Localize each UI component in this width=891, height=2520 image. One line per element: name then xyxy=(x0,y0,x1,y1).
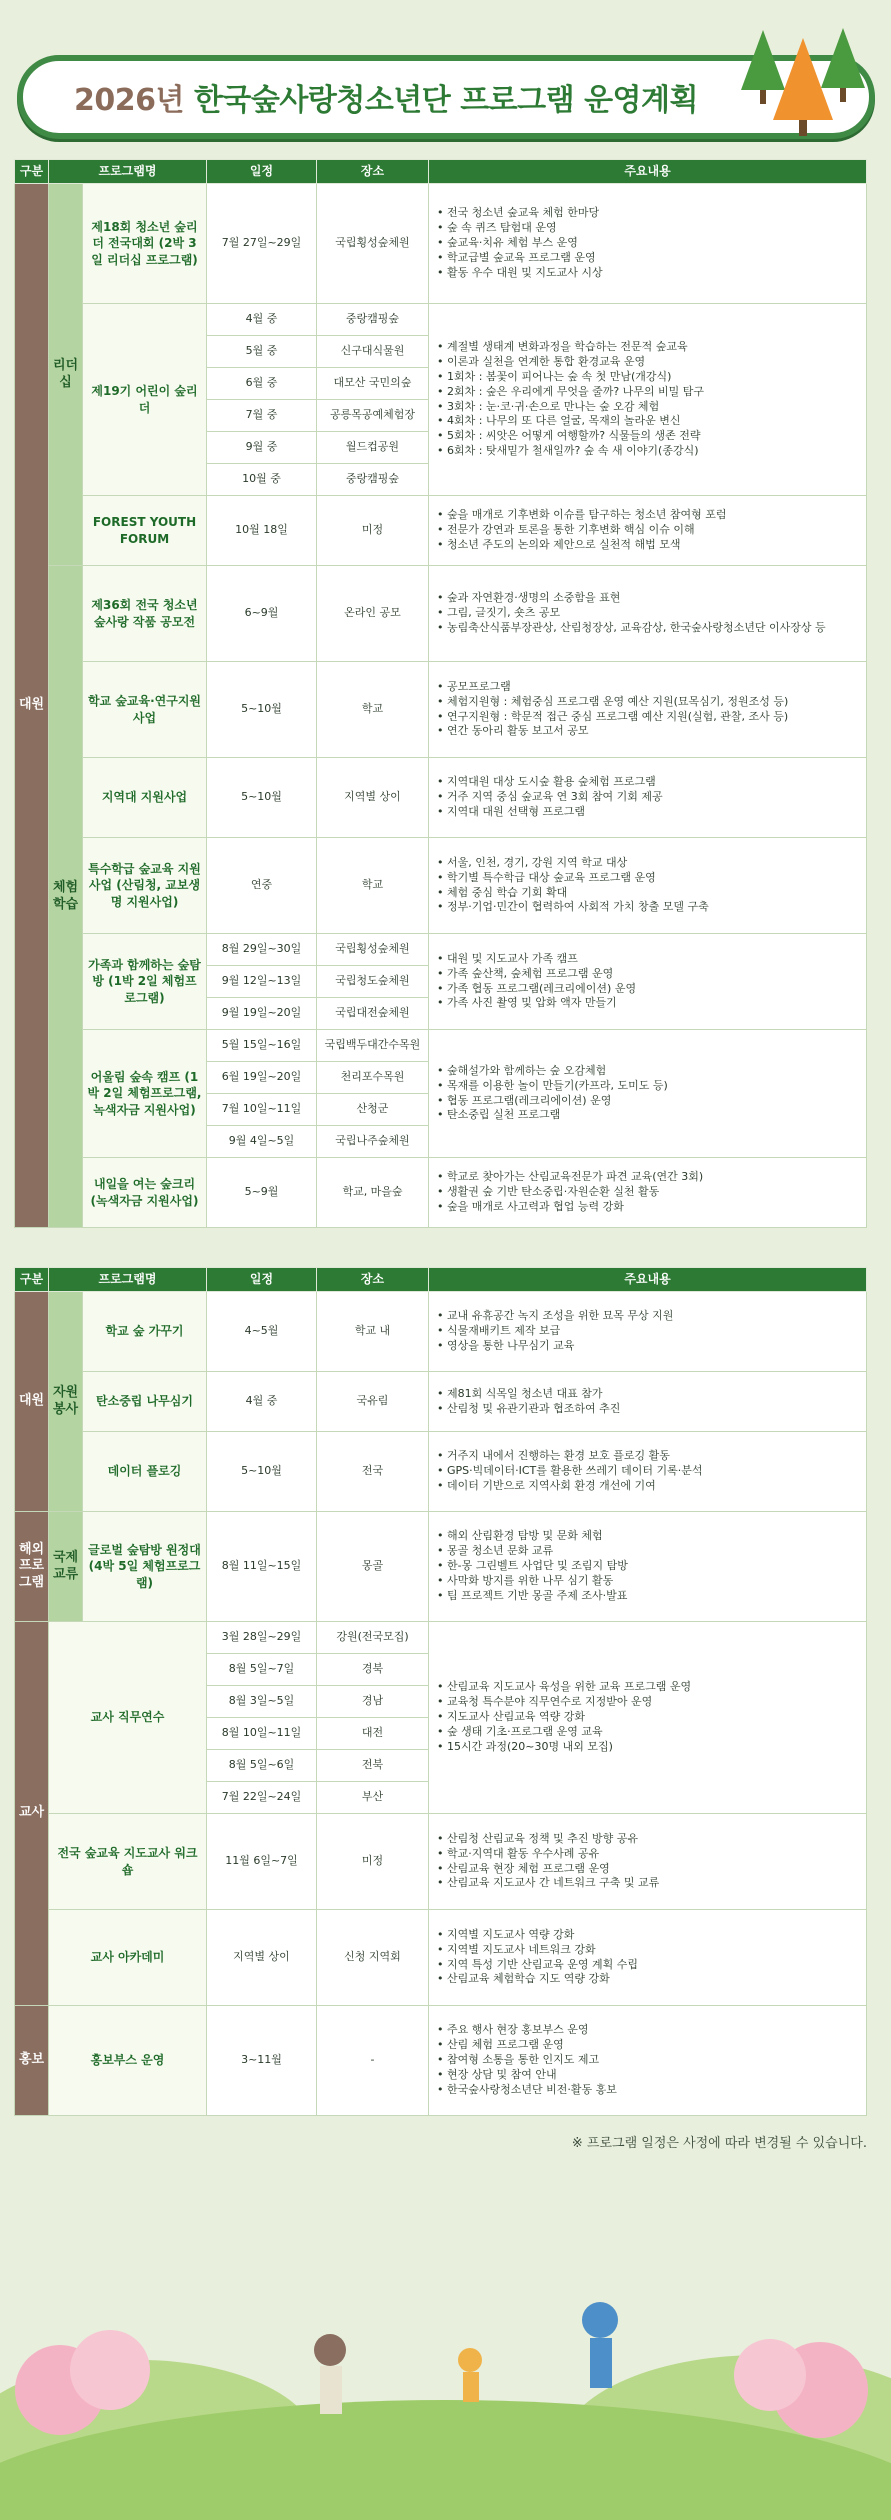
content-item: • 주요 행사 현장 홍보부스 운영 xyxy=(435,2023,860,2038)
content-item: • 숲과 자연환경·생명의 소중함을 표현 xyxy=(435,591,860,606)
schedule-date: 지역별 상이 xyxy=(207,1910,317,2006)
schedule-place: 전국 xyxy=(317,1432,429,1512)
schedule-date: 6월 19일~20일 xyxy=(207,1062,317,1094)
program-name: 교사 직무연수 xyxy=(49,1622,207,1814)
program-content xyxy=(429,184,867,304)
header-content: 주요내용 xyxy=(429,1268,867,1292)
table-row xyxy=(15,1030,867,1062)
content-item: • 거주 지역 중심 숲교육 연 3회 참여 기회 제공 xyxy=(435,790,860,805)
group-teacher: 교사 xyxy=(15,1622,49,2006)
table-row xyxy=(15,1622,867,1654)
content-item: • 활동 우수 대원 및 지도교사 시상 xyxy=(435,266,860,281)
content-item: • 참여형 소통을 통한 인지도 제고 xyxy=(435,2053,860,2068)
program-name: 제18회 청소년 숲리더 전국대회 (2박 3일 리더십 프로그램) xyxy=(83,184,207,304)
group-member: 대원 xyxy=(15,1292,49,1512)
content-item: • 가족 숲산책, 숲체험 프로그램 운영 xyxy=(435,967,860,982)
program-name: 어울림 숲속 캠프 (1박 2일 체험프로그램, 녹색자금 지원사업) xyxy=(83,1030,207,1158)
content-item: • 산림 체험 프로그램 운영 xyxy=(435,2038,860,2053)
content-item: • 산림교육 지도교사 간 네트워크 구축 및 교류 xyxy=(435,1876,860,1891)
program-content xyxy=(429,838,867,934)
content-item: • 팀 프로젝트 기반 몽골 주제 조사·발표 xyxy=(435,1589,860,1604)
program-name: 내일을 여는 숲크리 (녹색자금 지원사업) xyxy=(83,1158,207,1228)
content-item: • 계절별 생태계 변화과정을 학습하는 전문적 숲교육 xyxy=(435,340,860,355)
content-item: • 거주지 내에서 진행하는 환경 보호 플로깅 활동 xyxy=(435,1449,860,1464)
group-leadership: 리더십 xyxy=(49,184,83,566)
table-row xyxy=(15,304,867,336)
content-item: • 해외 산림환경 탐방 및 문화 체험 xyxy=(435,1529,860,1544)
content-item: • 5회차 : 씨앗은 어떻게 여행할까? 식물들의 생존 전략 xyxy=(435,429,860,444)
content-item: • 목재를 이용한 놀이 만들기(카프라, 도미도 등) xyxy=(435,1079,860,1094)
schedule-place: 신구대식물원 xyxy=(317,336,429,368)
program-content xyxy=(429,1030,867,1158)
group-pr: 홍보 xyxy=(15,2006,49,2116)
table-row xyxy=(15,496,867,566)
schedule-date: 8월 11일~15일 xyxy=(207,1512,317,1622)
schedule-place: 국립나주숲체원 xyxy=(317,1126,429,1158)
schedule-place: 국립대전숲체원 xyxy=(317,998,429,1030)
content-item: • 숲해설가와 함께하는 숲 오감체험 xyxy=(435,1064,860,1079)
schedule-place: 국립횡성숲체원 xyxy=(317,184,429,304)
schedule-place: 국유림 xyxy=(317,1372,429,1432)
content-item: • 한국숲사랑청소년단 비전·활동 홍보 xyxy=(435,2083,860,2098)
schedule-table-1 xyxy=(14,159,867,1228)
program-name: 홍보부스 운영 xyxy=(49,2006,207,2116)
program-name: 탄소중립 나무심기 xyxy=(83,1372,207,1432)
content-item: • 산림교육 지도교사 육성을 위한 교육 프로그램 운영 xyxy=(435,1680,860,1695)
schedule-table-2 xyxy=(14,1267,867,2116)
schedule-date: 5~10월 xyxy=(207,662,317,758)
program-name: 학교 숲 가꾸기 xyxy=(83,1292,207,1372)
content-item: • 산림청 및 유관기관과 협조하여 추진 xyxy=(435,1402,860,1417)
schedule-date: 7월 10일~11일 xyxy=(207,1094,317,1126)
content-item: • 학기별 특수학급 대상 숲교육 프로그램 운영 xyxy=(435,871,860,886)
schedule-place: 중랑캠핑숲 xyxy=(317,304,429,336)
content-item: • 현장 상담 및 참여 안내 xyxy=(435,2068,860,2083)
table-row xyxy=(15,184,867,304)
content-item: • 숲 속 퀴즈 탐험대 운영 xyxy=(435,221,860,236)
schedule-place: 중랑캠핑숲 xyxy=(317,464,429,496)
schedule-place: 대모산 국민의숲 xyxy=(317,368,429,400)
program-content xyxy=(429,1432,867,1512)
program-name: 지역대 지원사업 xyxy=(83,758,207,838)
content-item: • 지역대원 대상 도시숲 활용 숲체험 프로그램 xyxy=(435,775,860,790)
schedule-place: 몽골 xyxy=(317,1512,429,1622)
schedule-date: 8월 29일~30일 xyxy=(207,934,317,966)
schedule-place: 경남 xyxy=(317,1686,429,1718)
schedule-date: 8월 10일~11일 xyxy=(207,1718,317,1750)
group-member: 대원 xyxy=(15,184,49,1228)
table-row xyxy=(15,1512,867,1622)
table-row xyxy=(15,1292,867,1372)
table-row xyxy=(15,1814,867,1910)
program-content xyxy=(429,1910,867,2006)
content-item: • 4회차 : 나무의 또 다른 얼굴, 목재의 놀라운 변신 xyxy=(435,414,860,429)
content-item: • 숲교육·치유 체험 부스 운영 xyxy=(435,236,860,251)
content-item: • 데이터 기반으로 지역사회 환경 개선에 기여 xyxy=(435,1479,860,1494)
table-row xyxy=(15,758,867,838)
content-item: • 가족 사진 촬영 및 압화 액자 만들기 xyxy=(435,996,860,1011)
program-content xyxy=(429,1814,867,1910)
content-item: • 공모프로그램 xyxy=(435,680,860,695)
table-row xyxy=(15,566,867,662)
program-name: 교사 아카데미 xyxy=(49,1910,207,2006)
schedule-date: 7월 27일~29일 xyxy=(207,184,317,304)
schedule-date: 5월 15일~16일 xyxy=(207,1030,317,1062)
header-program: 프로그램명 xyxy=(49,1268,207,1292)
schedule-date: 5~10월 xyxy=(207,758,317,838)
schedule-date: 8월 5일~7일 xyxy=(207,1654,317,1686)
content-item: • 연간 동아리 활동 보고서 공모 xyxy=(435,724,860,739)
content-item: • 서울, 인천, 경기, 강원 지역 학교 대상 xyxy=(435,856,860,871)
content-item: • 교내 유휴공간 녹지 조성을 위한 묘목 무상 지원 xyxy=(435,1309,860,1324)
schedule-place: 국립백두대간수목원 xyxy=(317,1030,429,1062)
group-volunteer: 자원봉사 xyxy=(49,1292,83,1512)
content-item: • 숲을 매개로 사고력과 협업 능력 강화 xyxy=(435,1200,860,1215)
content-item: • 한-몽 그린벨트 사업단 및 조림지 탐방 xyxy=(435,1559,860,1574)
content-item: • 숲 생태 기초·프로그램 운영 교육 xyxy=(435,1725,860,1740)
table-row xyxy=(15,838,867,934)
schedule-date: 10월 중 xyxy=(207,464,317,496)
header-date: 일정 xyxy=(207,160,317,184)
content-item: • 지역대 대원 선택형 프로그램 xyxy=(435,805,860,820)
program-name: 가족과 함께하는 숲탐방 (1박 2일 체험프로그램) xyxy=(83,934,207,1030)
schedule-place: 미정 xyxy=(317,496,429,566)
content-item: • 가족 협동 프로그램(레크리에이션) 운영 xyxy=(435,982,860,997)
footnote: ※ 프로그램 일정은 사정에 따라 변경될 수 있습니다. xyxy=(571,2136,867,2151)
schedule-place: 학교, 마을숲 xyxy=(317,1158,429,1228)
header-category: 구분 xyxy=(15,1268,49,1292)
program-name: 제36회 전국 청소년 숲사랑 작품 공모전 xyxy=(83,566,207,662)
content-item: • 지도교사 산림교육 역량 강화 xyxy=(435,1710,860,1725)
header-content: 주요내용 xyxy=(429,160,867,184)
program-name: 전국 숲교육 지도교사 워크숍 xyxy=(49,1814,207,1910)
content-item: • 청소년 주도의 논의와 제안으로 실천적 해법 모색 xyxy=(435,538,860,553)
schedule-place: 천리포수목원 xyxy=(317,1062,429,1094)
program-content xyxy=(429,566,867,662)
table-row xyxy=(15,1158,867,1228)
content-item: • 협동 프로그램(레크리에이션) 운영 xyxy=(435,1094,860,1109)
schedule-place: 월드컵공원 xyxy=(317,432,429,464)
table-row xyxy=(15,1432,867,1512)
forest-scene-illustration xyxy=(0,2200,891,2520)
header-program: 프로그램명 xyxy=(49,160,207,184)
program-name: FOREST YOUTH FORUM xyxy=(83,496,207,566)
content-item: • 대원 및 지도교사 가족 캠프 xyxy=(435,952,860,967)
program-content xyxy=(429,496,867,566)
schedule-date: 5~9월 xyxy=(207,1158,317,1228)
content-item: • 6회차 : 탓새밑가 철새일까? 숲 속 새 이야기(종강식) xyxy=(435,444,860,459)
content-item: • 탄소중립 실천 프로그램 xyxy=(435,1108,860,1123)
schedule-date: 3~11월 xyxy=(207,2006,317,2116)
content-item: • 학교·지역대 활동 우수사례 공유 xyxy=(435,1847,860,1862)
content-item: • 3회차 : 눈·코·귀·손으로 만나는 숲 오감 체험 xyxy=(435,400,860,415)
schedule-date: 8월 5일~6일 xyxy=(207,1750,317,1782)
content-item: • 교육청 특수분야 직무연수로 지정받아 운영 xyxy=(435,1695,860,1710)
schedule-date: 4월 중 xyxy=(207,1372,317,1432)
schedule-date: 연중 xyxy=(207,838,317,934)
schedule-place: 지역별 상이 xyxy=(317,758,429,838)
content-item: • 지역별 지도교사 네트워크 강화 xyxy=(435,1943,860,1958)
schedule-date: 7월 중 xyxy=(207,400,317,432)
schedule-place: 강원(전국모집) xyxy=(317,1622,429,1654)
schedule-date: 9월 19일~20일 xyxy=(207,998,317,1030)
schedule-date: 9월 12일~13일 xyxy=(207,966,317,998)
content-item: • 사막화 방지를 위한 나무 심기 활동 xyxy=(435,1574,860,1589)
program-content xyxy=(429,934,867,1030)
schedule-place: 대전 xyxy=(317,1718,429,1750)
schedule-place: 경북 xyxy=(317,1654,429,1686)
tree-icon xyxy=(733,20,873,140)
schedule-date: 3월 28일~29일 xyxy=(207,1622,317,1654)
content-item: • 산림청 산림교육 정책 및 추진 방향 공유 xyxy=(435,1832,860,1847)
header-place: 장소 xyxy=(317,1268,429,1292)
schedule-date: 6~9월 xyxy=(207,566,317,662)
content-item: • 15시간 과정(20~30명 내외 모집) xyxy=(435,1740,860,1755)
schedule-date: 9월 중 xyxy=(207,432,317,464)
schedule-place: 국립횡성숲체원 xyxy=(317,934,429,966)
content-item: • 제81회 식목일 청소년 대표 참가 xyxy=(435,1387,860,1402)
content-item: • GPS·빅데이터·ICT를 활용한 쓰레기 데이터 기록·분석 xyxy=(435,1464,860,1479)
program-name: 제19기 어린이 숲리더 xyxy=(83,304,207,496)
group-overseas: 해외프로그램 xyxy=(15,1512,49,1622)
schedule-date: 8월 3일~5일 xyxy=(207,1686,317,1718)
schedule-date: 5~10월 xyxy=(207,1432,317,1512)
content-item: • 영상을 통한 나무심기 교육 xyxy=(435,1339,860,1354)
content-item: • 체험지원형 : 체험중심 프로그램 운영 예산 지원(묘목심기, 정원조성 등) xyxy=(435,695,860,710)
program-name: 데이터 플로깅 xyxy=(83,1432,207,1512)
schedule-place: 부산 xyxy=(317,1782,429,1814)
program-content xyxy=(429,1158,867,1228)
content-item: • 생활권 숲 기반 탄소중립·자원순환 실천 활동 xyxy=(435,1185,860,1200)
schedule-place: 온라인 공모 xyxy=(317,566,429,662)
table-row xyxy=(15,662,867,758)
program-content xyxy=(429,2006,867,2116)
table-row xyxy=(15,1910,867,2006)
schedule-date: 9월 4일~5일 xyxy=(207,1126,317,1158)
content-item: • 숲을 매개로 기후변화 이슈를 탐구하는 청소년 참여형 포럼 xyxy=(435,508,860,523)
program-content xyxy=(429,758,867,838)
program-content xyxy=(429,1512,867,1622)
content-item: • 연구지원형 : 학문적 접근 중심 프로그램 예산 지원(실험, 관찰, 조사 등) xyxy=(435,710,860,725)
schedule-date: 6월 중 xyxy=(207,368,317,400)
schedule-date: 5월 중 xyxy=(207,336,317,368)
program-name: 글로벌 숲탐방 원정대 (4박 5일 체험프로그램) xyxy=(83,1512,207,1622)
group-exchange: 국제교류 xyxy=(49,1512,83,1622)
content-item: • 식물재배키트 제작 보급 xyxy=(435,1324,860,1339)
schedule-place: 신청 지역회 xyxy=(317,1910,429,2006)
content-item: • 1회차 : 봄꽃이 피어나는 숲 속 첫 만남(개강식) xyxy=(435,370,860,385)
program-name: 특수학급 숲교육 지원사업 (산림청, 교보생명 지원사업) xyxy=(83,838,207,934)
content-item: • 2회차 : 숲은 우리에게 무엇을 줄까? 나무의 비밀 탐구 xyxy=(435,385,860,400)
content-item: • 몽골 청소년 문화 교류 xyxy=(435,1544,860,1559)
schedule-place: 미정 xyxy=(317,1814,429,1910)
table-row xyxy=(15,1372,867,1432)
schedule-place: 전북 xyxy=(317,1750,429,1782)
content-item: • 이론과 실천을 연계한 통합 환경교육 운영 xyxy=(435,355,860,370)
header-place: 장소 xyxy=(317,160,429,184)
content-item: • 전문가 강연과 토론을 통한 기후변화 핵심 이슈 이해 xyxy=(435,523,860,538)
program-content xyxy=(429,304,867,496)
table-row xyxy=(15,2006,867,2116)
program-name: 학교 숲교육·연구지원 사업 xyxy=(83,662,207,758)
schedule-place: 학교 xyxy=(317,838,429,934)
header-date: 일정 xyxy=(207,1268,317,1292)
program-content xyxy=(429,1292,867,1372)
schedule-place: 학교 xyxy=(317,662,429,758)
schedule-place: 국립청도숲체원 xyxy=(317,966,429,998)
content-item: • 정부·기업·민간이 협력하여 사회적 가치 창출 모델 구축 xyxy=(435,900,860,915)
program-content xyxy=(429,1372,867,1432)
program-content xyxy=(429,1622,867,1814)
content-item: • 학교급별 숲교육 프로그램 운영 xyxy=(435,251,860,266)
schedule-date: 11월 6일~7일 xyxy=(207,1814,317,1910)
header-category: 구분 xyxy=(15,160,49,184)
group-experience: 체험학습 xyxy=(49,566,83,1228)
schedule-place: - xyxy=(317,2006,429,2116)
schedule-place: 공릉목공예체험장 xyxy=(317,400,429,432)
schedule-date: 10월 18일 xyxy=(207,496,317,566)
schedule-date: 7월 22일~24일 xyxy=(207,1782,317,1814)
content-item: • 체험 중심 학습 기회 확대 xyxy=(435,886,860,901)
content-item: • 학교로 찾아가는 산림교육전문가 파견 교육(연간 3회) xyxy=(435,1170,860,1185)
content-item: • 농림축산식품부장관상, 산림청장상, 교육감상, 한국숲사랑청소년단 이사장상 등 xyxy=(435,621,860,636)
schedule-place: 학교 내 xyxy=(317,1292,429,1372)
content-item: • 산림교육 체험학습 지도 역량 강화 xyxy=(435,1972,860,1987)
schedule-place: 산청군 xyxy=(317,1094,429,1126)
page-title: 2026년 한국숲사랑청소년단 프로그램 운영계획 xyxy=(74,83,698,118)
content-item: • 전국 청소년 숲교육 체험 한마당 xyxy=(435,206,860,221)
content-item: • 지역별 지도교사 역량 강화 xyxy=(435,1928,860,1943)
content-item: • 산림교육 현장 체험 프로그램 운영 xyxy=(435,1862,860,1877)
schedule-date: 4월 중 xyxy=(207,304,317,336)
content-item: • 지역 특성 기반 산림교육 운영 계획 수립 xyxy=(435,1958,860,1973)
table-row xyxy=(15,934,867,966)
schedule-date: 4~5월 xyxy=(207,1292,317,1372)
content-item: • 그림, 글짓기, 숏츠 공모 xyxy=(435,606,860,621)
program-content xyxy=(429,662,867,758)
